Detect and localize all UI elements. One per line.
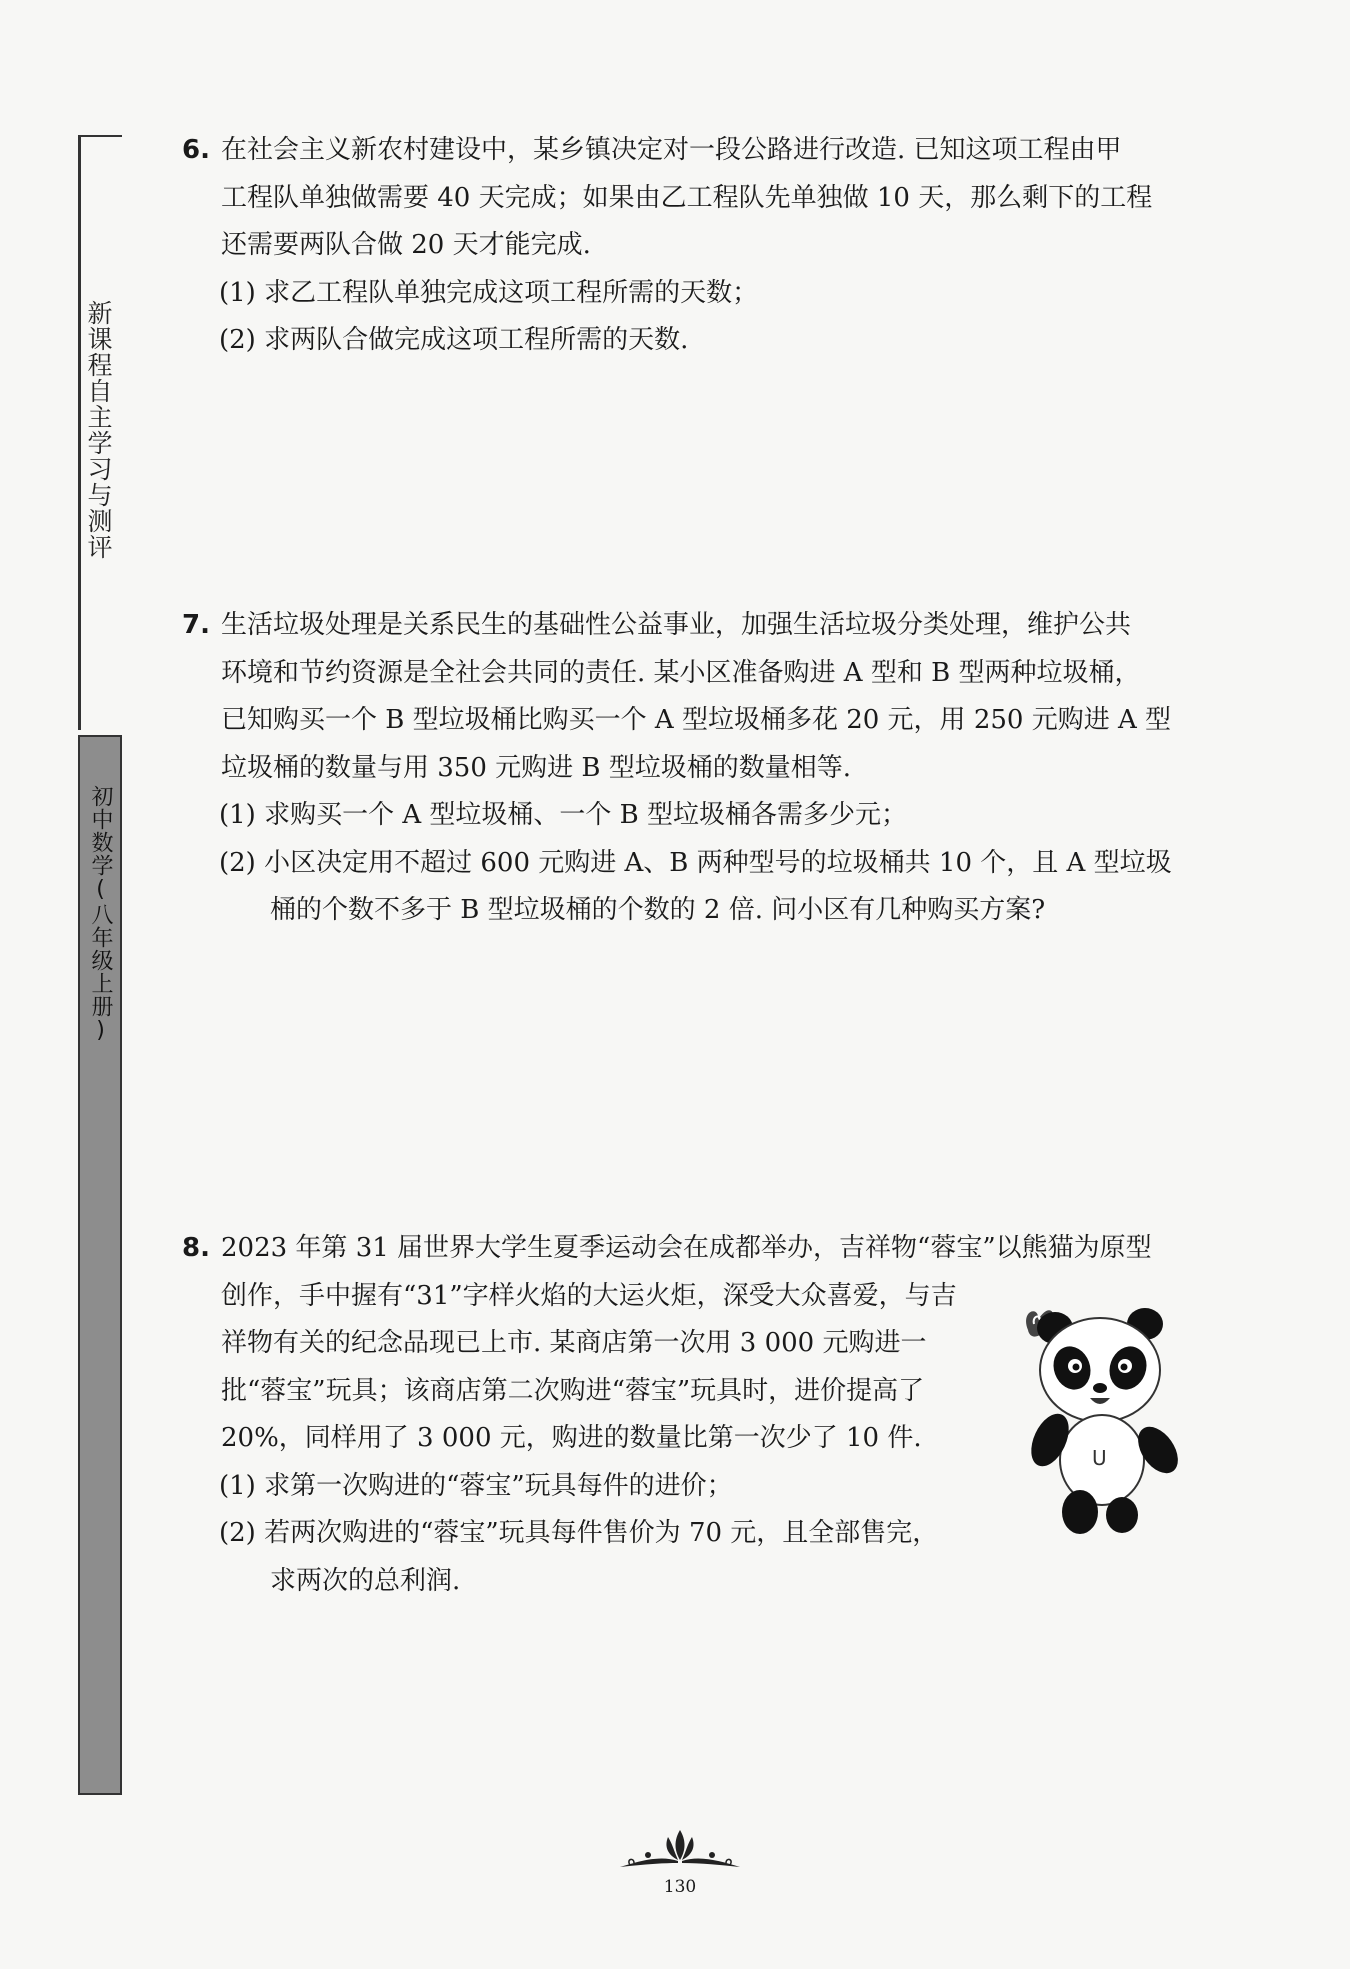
problem-6: [182, 127, 1192, 365]
problem-number: 8.: [182, 1233, 210, 1263]
problem-text-line: 还需要两队合做 20 天才能完成.: [221, 230, 591, 260]
problem-text-line: 工程队单独做需要 40 天完成；如果由乙工程队先单独做 10 天，那么剩下的工程: [221, 182, 1153, 213]
problem-text-line: 生活垃圾处理是关系民生的基础性公益事业，加强生活垃圾分类处理，维护公共: [221, 610, 1132, 640]
floral-ornament-icon: [600, 1825, 760, 1875]
problem-text-line: 已知购买一个 B 型垃圾桶比购买一个 A 型垃圾桶多花 20 元，用 250 元购进 A 型: [221, 705, 1172, 735]
svg-text:U: U: [1092, 1446, 1107, 1470]
problem-number: 6.: [182, 135, 210, 165]
problem-text-line: 2023 年第 31 届世界大学生夏季运动会在成都举办，吉祥物“蓉宝”以熊猫为原型: [221, 1233, 1152, 1263]
problem-7: [182, 602, 1192, 935]
problem-text-line: 创作，手中握有“31”字样火焰的大运火炬，深受大众喜爱，与吉: [221, 1280, 957, 1311]
sub-question: (1) 求乙工程队单独完成这项工程所需的天数；: [219, 277, 759, 308]
sub-question: (1) 求购买一个 A 型垃圾桶、一个 B 型垃圾桶各需多少元；: [219, 800, 908, 830]
problem-text-line: 环境和节约资源是全社会共同的责任. 某小区准备购进 A 型和 B 型两种垃圾桶，: [221, 657, 1141, 688]
problem-text-line: 批“蓉宝”玩具；该商店第二次购进“蓉宝”玩具时，进价提高了: [221, 1375, 925, 1406]
problem-text-line: 垃圾桶的数量与用 350 元购进 B 型垃圾桶的数量相等.: [221, 752, 852, 783]
sub-question-continued: 桶的个数不多于 B 型垃圾桶的个数的 2 倍. 问小区有几种购买方案?: [270, 895, 1046, 925]
sub-question: (1) 求第一次购进的“蓉宝”玩具每件的进价；: [219, 1470, 733, 1501]
sub-question: (2) 求两队合做完成这项工程所需的天数.: [219, 325, 689, 355]
problem-text-line: 在社会主义新农村建设中，某乡镇决定对一段公路进行改造. 已知这项工程由甲: [221, 135, 1122, 165]
sub-question: (2) 小区决定用不超过 600 元购进 A、B 两种型号的垃圾桶共 10 个，且 A 型垃圾: [219, 847, 1172, 878]
problem-text-line: 20%，同样用了 3 000 元，购进的数量比第一次少了 10 件.: [221, 1423, 922, 1453]
sub-question-continued: 求两次的总利润.: [270, 1565, 461, 1596]
problem-number: 7.: [182, 610, 210, 640]
problem-text-line: 祥物有关的纪念品现已上市. 某商店第一次用 3 000 元购进一: [221, 1328, 927, 1358]
panda-mascot-image: [1010, 1290, 1190, 1540]
series-title: 新课程自主学习与测评: [84, 300, 113, 560]
subject-label: 初中数学(八年级上册): [88, 785, 113, 1044]
sub-question: (2) 若两次购进的“蓉宝”玩具每件售价为 70 元，且全部售完，: [219, 1518, 939, 1548]
page-number: 130: [663, 1877, 697, 1897]
